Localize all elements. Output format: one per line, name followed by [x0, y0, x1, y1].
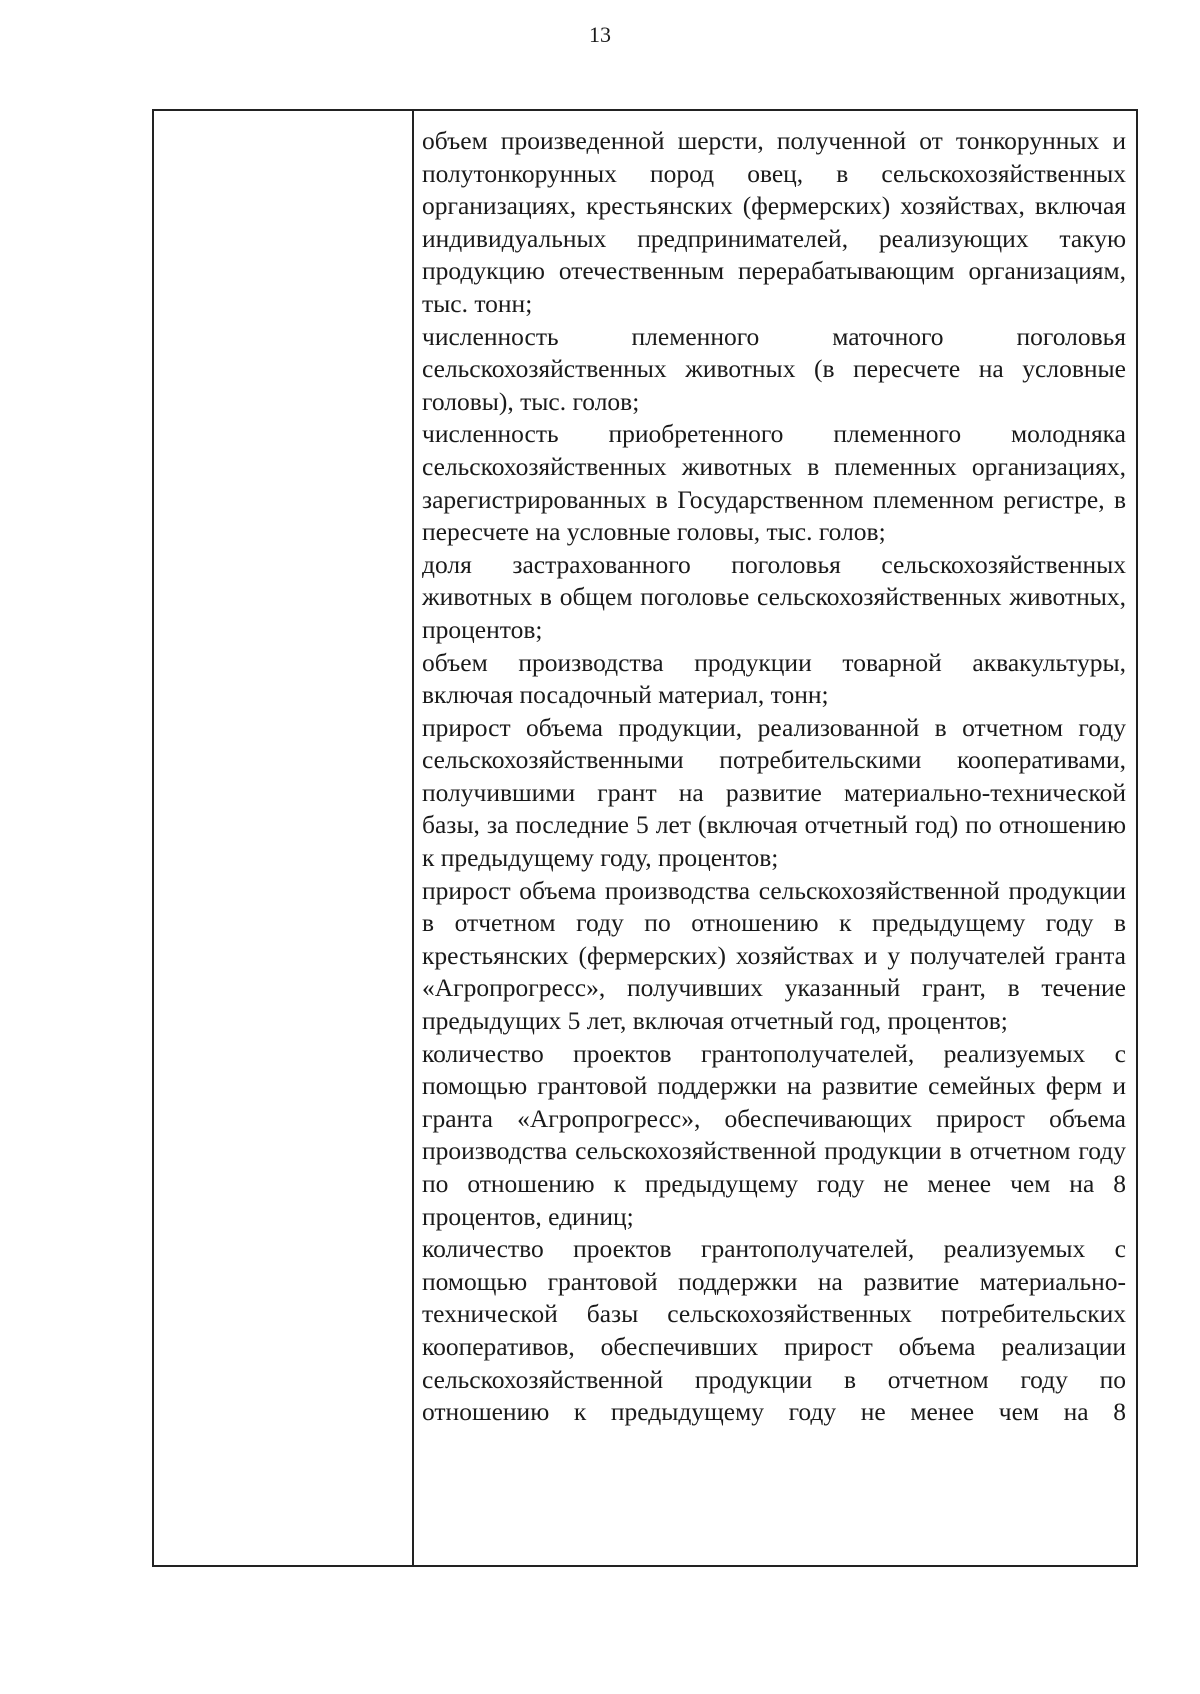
document-table [152, 109, 1138, 1567]
indicator-paragraph: доля застрахованного поголовья сельскохозяйственных животных в общем поголовье сельскохозяйственных животных, процентов; [422, 549, 1126, 644]
table-left-column [154, 111, 414, 1565]
table-right-column [414, 111, 1136, 1565]
page-number: 13 [589, 22, 611, 47]
indicator-paragraph: объем произведенной шерсти, полученной от тонкорунных и полутонкорунных пород овец, в сельскохозяйственных организациях, крестьянских (фермерских) хозяйствах, включая индивидуальных предпринимателей, реализующих такую продукцию отечественным перерабатывающим организациям, тыс. тонн; [422, 126, 1126, 318]
indicator-paragraph: прирост объема производства сельскохозяйственной продукции в отчетном году по отношению к предыдущему году в крестьянских (фермерских) хозяйствах и у получателей гранта «Агропрогресс», получивших указанный грант, в течение предыдущих 5 лет, включая отчетный год, процентов; [422, 875, 1126, 1036]
indicator-paragraph: численность племенного маточного поголовья сельскохозяйственных животных (в пересчете на условные головы), тыс. голов; [422, 321, 1126, 416]
indicator-paragraph: количество проектов грантополучателей, реализуемых с помощью грантовой поддержки на развитие семейных ферм и гранта «Агропрогресс», обеспечивающих прирост объема производства сельскохозяйственной продукции в отчетном году по отношению к предыдущему году не менее чем на 8 процентов, единиц; [422, 1038, 1126, 1231]
indicator-paragraph: численность приобретенного племенного молодняка сельскохозяйственных животных в племенных организациях, зарегистрированных в Государственном племенном регистре, в пересчете на условные головы, тыс. голов; [422, 419, 1126, 547]
indicator-paragraph: прирост объема продукции, реализованной в отчетном году сельскохозяйственными потребительскими кооперативами, получившими грант на развитие материально-технической базы, за последние 5 лет (включая отчетный год) по отношению к предыдущему году, процентов; [422, 712, 1126, 873]
indicator-paragraph: объем производства продукции товарной аквакультуры, включая посадочный материал, тонн; [422, 647, 1126, 710]
indicator-paragraph: количество проектов грантополучателей, реализуемых с помощью грантовой поддержки на развитие материально-технической базы сельскохозяйственных потребительских кооперативов, обеспечивших прирост объема реализации сельскохозяйственной продукции в отчетном году по отношению к предыдущему году не менее чем на 8 [422, 1234, 1126, 1427]
